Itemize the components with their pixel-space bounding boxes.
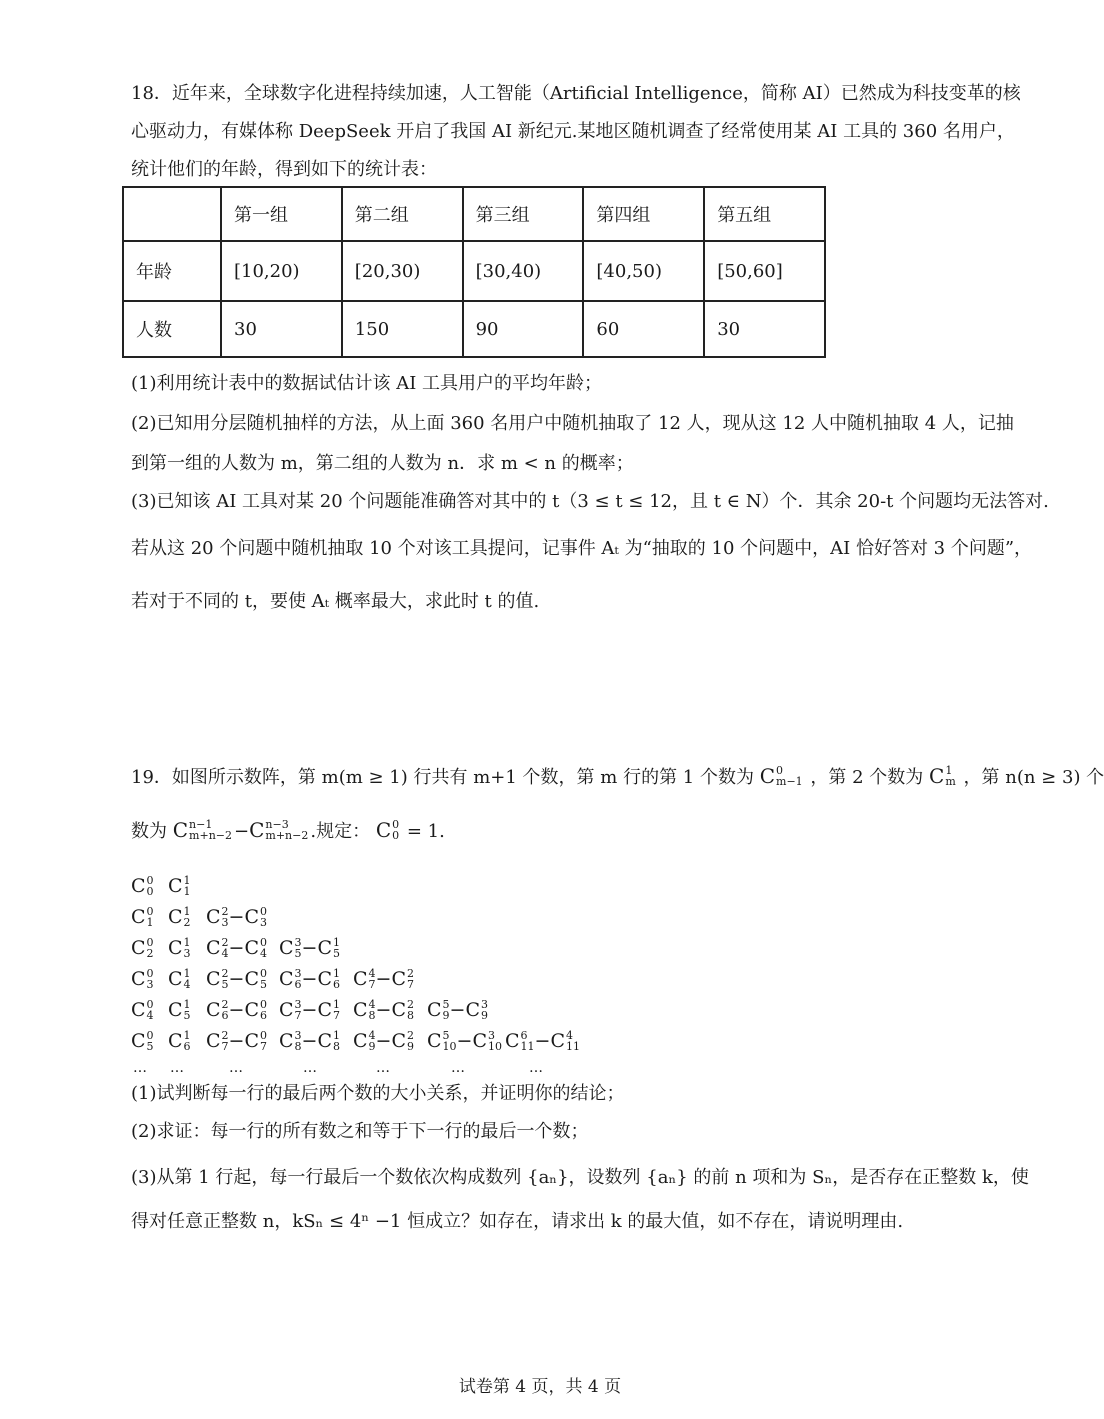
table-cell [123,187,221,241]
table-row-count [123,301,825,357]
table-cell: 人数 [123,301,221,357]
q18-part2a: (2)已知用分层随机抽样的方法，从上面 360 名用户中随机抽取了 12 人，现从这 12 人中随机抽取 4 人，记抽 [131,413,1014,434]
table-cell: [10,20) [221,241,342,301]
table-cell: 30 [704,301,825,357]
table-cell: 年龄 [123,241,221,301]
q18-line2: 心驱动力，有媒体称 DeepSeek 开启了我国 AI 新纪元.某地区随机调查了经常使用某 AI 工具的 360 名用户， [131,121,1015,142]
q19-intro-text: ，第 2 个数为 [810,767,924,788]
q19-part1: (1)试判断每一行的最后两个数的大小关系，并证明你的结论； [131,1083,625,1104]
q19-intro-text: .规定： [310,821,371,842]
math-comb: C 0 m−1 [759,764,803,788]
table-header-row [123,187,825,241]
math-comb: C 0 0 [375,818,400,842]
q18-line1: 18．近年来，全球数字化进程持续加速，人工智能（Artificial Intelligence，简称 AI）已然成为科技变革的核 [131,83,1021,104]
q19-part3a: (3)从第 1 行起，每一行最后一个数依次构成数列 {aₙ}，设数列 {aₙ} 的前 n 项和为 Sₙ，是否存在正整数 k，使 [131,1167,1029,1188]
math-comb: C 1 m [929,764,956,788]
table-cell: 第三组 [463,187,584,241]
q18-part1: (1)利用统计表中的数据试估计该 AI 工具用户的平均年龄； [131,373,603,394]
table-cell: 90 [463,301,584,357]
table-cell: 第四组 [583,187,704,241]
q19-intro-text: ，第 n(n ≥ 3) 个 [963,767,1104,788]
table-cell: 30 [221,301,342,357]
math-comb: C n−3 m+n−2 [249,818,309,842]
q18-part3a: (3)已知该 AI 工具对某 20 个问题能准确答对其中的 t（3 ≤ t ≤ 12，且 t ∈ N）个．其余 20-t 个问题均无法答对. [131,491,1049,512]
q18-part3b: 若从这 20 个问题中随机抽取 10 个对该工具提问，记事件 Aₜ 为“抽取的 10 个问题中，AI 恰好答对 3 个问题”， [131,538,1033,559]
table-cell: [50,60] [704,241,825,301]
table-cell: 第一组 [221,187,342,241]
q19-part3b: 得对任意正整数 n，kSₙ ≤ 4ⁿ −1 恒成立？如存在，请求出 k 的最大值，如不存在，请说明理由. [131,1211,904,1232]
table-cell: [20,30) [342,241,463,301]
q19-part2: (2)求证：每一行的所有数之和等于下一行的最后一个数； [131,1121,589,1142]
table-cell: 第二组 [342,187,463,241]
q18-part3c: 若对于不同的 t，要使 Aₜ 概率最大，求此时 t 的值. [131,591,540,612]
q19-intro-text: 19．如图所示数阵，第 m(m ≥ 1) 行共有 m+1 个数，第 m 行的第 1 个数为 [131,767,754,788]
table-row-age [123,241,825,301]
table-cell: [30,40) [463,241,584,301]
table-cell: [40,50) [583,241,704,301]
exam-page: 18．近年来，全球数字化进程持续加速，人工智能（Artificial Intelligence，简称 AI）已然成为科技变革的核 心驱动力，有媒体称 DeepSeek 开启了我国 AI 新纪元.某地区随机调查了经常使用某 AI 工具的 360 名用户， 统计他们的年龄，得到如下的统计表： 第一组 第二组 第三组 第四组 第五组 年龄 [10,20) [20,30) [30,40) [40,50) [50,60] 人数 30 150 90 60 30 (1)利用统计表中的数据试估计该 AI 工具用户的平均年龄； (2)已知用分层随机抽样的方法，从上面 360 名用户中随机抽取了 12 人，现从这 12 人中随机抽取 4 人，记抽 到第一组的人数为 m，第二组的人数为 n．求 m < n 的概率； (3)已知该 AI 工具对某 20 个问题能准确答对其中的 t（3 ≤ t ≤ 12，且 t ∈ N）个．其余 20-t 个问题均无法答对. 若从这 20 个问题中随机抽取 10 个对该工具提问，记事件 Aₜ 为“抽取的 10 个问题中，AI 恰好答对 3 个问题”， 若对于不同的 t，要使 Aₜ 概率最大，求此时 t 的值. 19．如图所示数阵，第 m(m ≥ 1) 行共有 m+1 个数，第 m 行的第 1 个数为 C 0 m−1 ，第 2 个数为 C 1 m ，第 n(n ≥ 3) 个 数为 C n−1 m+n−2 − C n−3 m+n−2 .规定： C 0 0 = 1. C 0 0 C 1 1 C 0 1 C 1 2 C 2 3 −C 0 3 C 0 2 C 1 3 C 2 4 −C 0 4 C 3 5 −C 1 5 C 0 3 C 1 4 C 2 5 −C 0 5 C 3 6 −C 1 6 C 4 7 −C 2 7 C 0 4 C 1 5 C 2 6 −C 0 6 C 3 7 −C 1 7 C 4 8 −C 2 8 C 5 9 −C 3 9 C 0 5 C 1 6 C 2 7 −C 0 7 C 3 8 −C 1 8 C 4 9 −C 2 9 C 5 10 −C 3 10 C 6 11 −C 4 11 … … … … … … … (1)试判断每一行的最后两个数的大小关系，并证明你的结论； (2)求证：每一行的所有数之和等于下一行的最后一个数； (3)从第 1 行起，每一行最后一个数依次构成数列 {aₙ}，设数列 {aₙ} 的前 n 项和为 Sₙ，是否存在正整数 k，使 得对任意正整数 n，kSₙ ≤ 4ⁿ −1 恒成立？如存在，请求出 k 的最大值，如不存在，请说明理由. 试卷第 4 页，共 4 页 [0,0,1080,1419]
table-cell: 150 [342,301,463,357]
table-cell: 第五组 [704,187,825,241]
q19-intro-line1 [131,764,1104,790]
math-comb: C n−1 m+n−2 [172,818,232,842]
q19-intro-line2: 数为 C n−1 m+n−2 − C n−3 m+n−2 .规定： C 0 0 = 1. [131,818,445,842]
q18-part2b: 到第一组的人数为 m，第二组的人数为 n．求 m < n 的概率； [131,453,634,474]
table-cell: 60 [583,301,704,357]
q19-intro-text: = 1. [406,821,445,842]
q19-intro-text: 数为 [131,821,167,842]
q18-line3: 统计他们的年龄，得到如下的统计表： [131,159,437,180]
page-footer: 试卷第 4 页，共 4 页 [458,1377,622,1397]
age-statistics-table [122,186,826,358]
